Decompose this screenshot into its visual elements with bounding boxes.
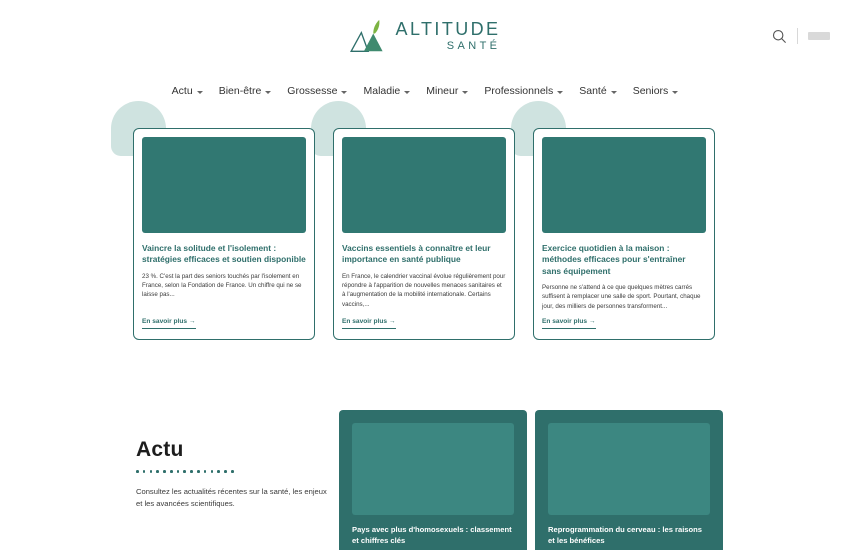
hero-card-image	[342, 137, 506, 233]
nav-item-professionnels[interactable]	[484, 85, 563, 97]
dot	[136, 470, 139, 473]
nav-item-label: Maladie	[363, 85, 401, 97]
nav-item-label: Actu	[171, 85, 193, 97]
hero-card-description: En France, le calendrier vaccinal évolue régulièrement pour répondre à l'apparition de nouvelles menaces sanitaires et à l'augmentation de la mobilité internationale. Certains vaccins,...	[342, 272, 506, 308]
chevron-down-icon	[197, 91, 203, 94]
actu-section-title: Actu	[136, 438, 184, 461]
hero-card-image	[142, 137, 306, 233]
nav-item-mineur[interactable]	[426, 85, 468, 97]
actu-tile-title: Reprogrammation du cerveau : les raisons et les bénéfices	[548, 525, 703, 545]
hero-card-read-more-link[interactable]: En savoir plus →	[142, 318, 196, 329]
site-header	[0, 0, 850, 72]
chevron-down-icon	[672, 91, 678, 94]
site-logo[interactable]	[350, 19, 501, 53]
search-icon[interactable]	[772, 29, 787, 44]
actu-tile-title: Pays avec plus d'homosexuels : classement et chiffres clés	[352, 525, 512, 545]
nav-item-bien-etre[interactable]	[219, 85, 272, 97]
nav-item-label: Seniors	[632, 85, 669, 97]
header-actions	[772, 28, 830, 44]
hero-card[interactable]	[133, 128, 315, 340]
actu-tile[interactable]	[535, 410, 723, 550]
actu-tile-list	[339, 410, 723, 550]
actu-section-description: Consultez les actualités récentes sur la santé, les enjeux et les avancées scientifiques.	[136, 486, 327, 508]
logo-text	[396, 20, 501, 52]
actu-tile-image	[548, 423, 710, 515]
decorative-dots	[136, 470, 336, 473]
dot	[190, 470, 193, 473]
actu-tile[interactable]	[339, 410, 527, 550]
chevron-down-icon	[265, 91, 271, 94]
main-navigation	[0, 76, 850, 106]
dot	[150, 470, 153, 473]
dot	[211, 470, 214, 473]
chevron-down-icon	[611, 91, 617, 94]
actu-tile-image	[352, 423, 514, 515]
dot	[163, 470, 166, 473]
dot	[204, 470, 207, 473]
hero-card-title: Vaccins essentiels à connaître et leur importance en santé publique	[342, 243, 491, 265]
nav-item-sante[interactable]	[579, 85, 616, 97]
chevron-down-icon	[404, 91, 410, 94]
hero-card-slot	[533, 128, 733, 340]
dot	[231, 470, 234, 473]
dot	[143, 470, 146, 473]
dot	[156, 470, 159, 473]
dot	[197, 470, 200, 473]
hero-card[interactable]	[533, 128, 715, 340]
dot	[224, 470, 227, 473]
nav-item-label: Santé	[579, 85, 607, 97]
language-selector[interactable]	[808, 32, 830, 40]
dot	[217, 470, 220, 473]
hero-card-read-more-link[interactable]: En savoir plus →	[542, 318, 596, 329]
hero-card-read-more-link[interactable]: En savoir plus →	[342, 318, 396, 329]
hero-card-list	[0, 128, 850, 340]
nav-item-grossesse[interactable]	[287, 85, 347, 97]
hero-card-slot	[333, 128, 533, 340]
chevron-down-icon	[462, 91, 468, 94]
chevron-down-icon	[557, 91, 563, 94]
logo-title: ALTITUDE	[395, 19, 501, 39]
hero-card-image	[542, 137, 706, 233]
dot	[177, 470, 180, 473]
hero-card-title: Exercice quotidien à la maison : méthodes efficaces pour s'entraîner sans équipement	[542, 243, 686, 276]
hero-card[interactable]	[333, 128, 515, 340]
chevron-down-icon	[341, 91, 347, 94]
nav-item-label: Bien-être	[218, 85, 262, 97]
actu-section	[136, 438, 336, 510]
header-divider	[797, 28, 798, 44]
nav-item-label: Grossesse	[287, 85, 338, 97]
nav-item-maladie[interactable]	[363, 85, 410, 97]
nav-item-actu[interactable]	[172, 85, 203, 97]
nav-item-label: Mineur	[426, 85, 459, 97]
nav-item-seniors[interactable]	[633, 85, 679, 97]
hero-card-title: Vaincre la solitude et l'isolement : stratégies efficaces et soutien disponible	[142, 243, 306, 265]
dot	[183, 470, 186, 473]
hero-card-slot	[133, 128, 333, 340]
hero-card-description: 23 %. C'est la part des seniors touchés par l'isolement en France, selon la Fondation de France. Un chiffre qui ne se laisse pas...	[142, 272, 302, 299]
dot	[170, 470, 173, 473]
mountain-logo-icon	[350, 19, 388, 53]
hero-card-description: Personne ne s'attend à ce que quelques mètres carrés suffisent à remplacer une salle de sport. Pourtant, chaque jour, des milliers de personnes transforment...	[542, 284, 701, 310]
nav-item-label: Professionnels	[484, 85, 554, 97]
logo-subtitle: SANTÉ	[446, 40, 501, 52]
